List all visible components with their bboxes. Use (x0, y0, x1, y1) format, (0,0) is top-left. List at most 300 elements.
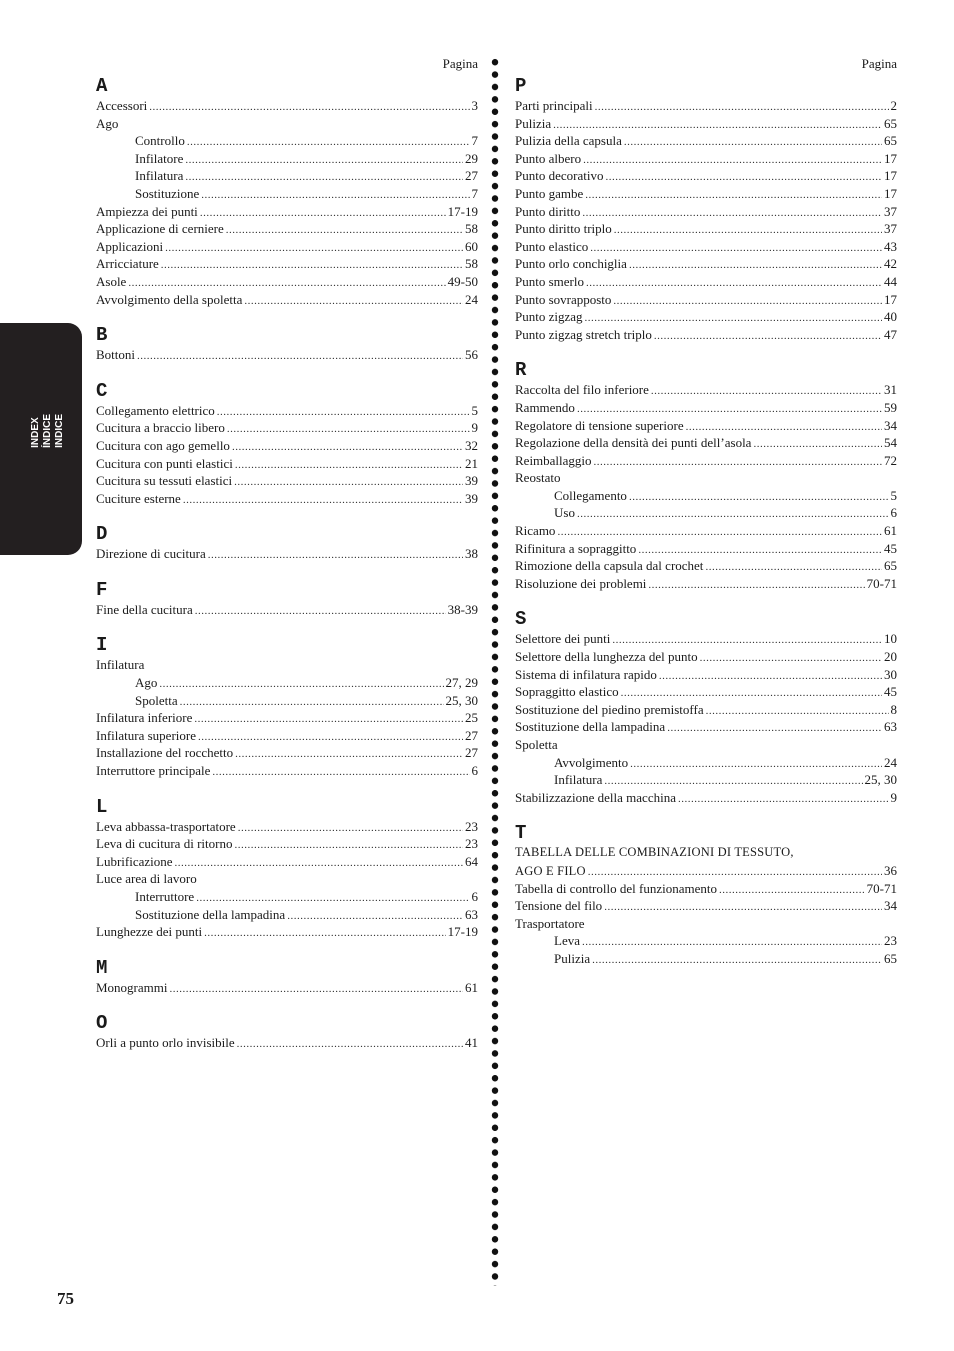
index-entry (96, 727, 478, 745)
entry-label: Cucitura su tessuti elastici (96, 473, 233, 489)
dotted-divider (491, 56, 499, 1286)
index-subentry (515, 754, 897, 772)
index-entry (515, 701, 897, 719)
index-entry (96, 979, 478, 997)
entry-label: Spoletta (515, 737, 558, 752)
side-tab-label-indice-es: ÍNDICE (42, 414, 53, 448)
index-entry (96, 115, 478, 133)
entry-page: 65 (884, 133, 897, 149)
entry-label: Infilatura inferiore (96, 710, 193, 726)
index-section-d (96, 523, 478, 563)
entry-label: Punto albero (515, 150, 582, 166)
index-entry (515, 167, 897, 185)
index-entry (96, 472, 478, 490)
entry-label: Luce area di lavoro (96, 871, 197, 887)
index-entry (96, 455, 478, 473)
entry-page: 39 (465, 490, 478, 506)
pagina-header-left: Pagina (442, 56, 478, 71)
entry-page: 45 (884, 540, 897, 556)
entry-page: 25, 30 (864, 772, 897, 788)
entry-label: Rimozione della capsula dal crochet (515, 558, 704, 574)
index-section-o (96, 1012, 478, 1052)
entry-page: 27 (465, 745, 478, 761)
index-subentry (515, 771, 897, 789)
index-entry (96, 97, 478, 115)
pagina-header-right: Pagina (861, 56, 897, 71)
index-subentry (96, 150, 478, 168)
entry-label: Regolatore di tensione superiore (515, 417, 684, 433)
section-letter: A (96, 75, 108, 97)
index-entry (515, 220, 897, 238)
left-sections (96, 75, 478, 1052)
dot-leader (185, 152, 463, 170)
index-entry (96, 273, 478, 291)
index-entry (96, 419, 478, 437)
entry-label: Sostituzione (135, 185, 200, 201)
entry-page: 70-71 (866, 575, 897, 591)
dot-leader (244, 293, 463, 311)
entry-page: 10 (884, 631, 897, 647)
index-entry (515, 417, 897, 435)
dot-leader (629, 489, 889, 507)
entry-page: 38-39 (447, 601, 478, 617)
index-entry (96, 346, 478, 364)
index-subentry (96, 906, 478, 924)
index-entry (515, 630, 897, 648)
index-entry (96, 255, 478, 273)
dot-leader (705, 559, 882, 577)
entry-label: Infilatura superiore (96, 727, 196, 743)
entry-page: 2 (890, 98, 897, 113)
dot-leader (654, 328, 882, 346)
entry-page: 9 (471, 420, 478, 436)
index-subentry (96, 888, 478, 906)
section-letter: P (515, 75, 527, 97)
index-entry (515, 880, 897, 898)
index-entry (515, 291, 897, 309)
index-entry (515, 115, 897, 133)
index-entry (515, 255, 897, 273)
dot-leader (586, 275, 882, 293)
entry-label: Punto sovrapposto (515, 291, 612, 307)
dot-leader (217, 404, 470, 422)
entry-label: Punto smerlo (515, 273, 584, 289)
index-subentry (515, 504, 897, 522)
entry-label: Selettore dei punti (515, 631, 611, 647)
index-entry (515, 273, 897, 291)
entry-label: Selettore della lunghezza del punto (515, 649, 698, 665)
index-subentry (96, 185, 478, 203)
entry-label: Applicazione di cerniere (96, 221, 224, 237)
index-column-right (515, 55, 897, 984)
index-section-r (515, 359, 897, 592)
index-section-a (96, 75, 478, 308)
entry-label: Lubrificazione (96, 853, 173, 869)
section-letter: R (515, 359, 527, 382)
dot-leader (149, 99, 469, 117)
page-number: 75 (57, 1289, 74, 1308)
entry-page: 41 (465, 1035, 478, 1051)
index-section-s (515, 608, 897, 806)
entry-label: Lunghezze dei punti (96, 924, 203, 940)
entry-page: 34 (884, 417, 897, 433)
entry-page: 27 (465, 168, 478, 184)
entry-label: Interruttore (135, 889, 195, 904)
dot-leader (201, 187, 469, 205)
entry-label: Ago (96, 115, 119, 131)
entry-page: 56 (465, 347, 478, 363)
dot-leader (235, 457, 463, 475)
entry-label: Leva (554, 933, 580, 949)
entry-page: 42 (884, 256, 897, 272)
entry-label: Parti principali (515, 98, 593, 113)
dot-leader (700, 650, 882, 668)
dot-leader (195, 603, 446, 621)
section-letter: S (515, 608, 527, 631)
section-letter: O (96, 1012, 108, 1035)
entry-label: Leva abbassa-trasportatore (96, 818, 236, 834)
index-entry (515, 185, 897, 203)
dot-leader (200, 205, 446, 223)
index-entry (515, 434, 897, 452)
dot-leader (159, 676, 443, 694)
dot-leader (605, 169, 882, 187)
section-letter: D (96, 523, 108, 546)
dot-leader (659, 668, 882, 686)
entry-label: Cucitura con punti elastici (96, 455, 233, 471)
entry-label: Direzione di cucitura (96, 546, 206, 562)
entry-page: 61 (465, 979, 478, 995)
index-section-c (96, 380, 478, 508)
entry-page: 27 (465, 727, 478, 743)
dot-leader (187, 134, 470, 152)
index-entry (515, 150, 897, 168)
index-entry (96, 203, 478, 221)
entry-label: Interruttore principale (96, 763, 211, 779)
entry-label: Punto zigzag (515, 309, 583, 325)
dot-leader (585, 187, 882, 205)
entry-label: Punto elastico (515, 238, 589, 254)
dot-leader (198, 729, 463, 747)
entry-label: Sostituzione della lampadina (135, 906, 286, 922)
entry-page: 20 (884, 649, 897, 665)
index-entry (515, 897, 897, 915)
entry-page: 47 (884, 326, 897, 342)
entry-label: Pulizia della capsula (515, 133, 622, 149)
entry-label: Controllo (135, 133, 185, 149)
index-entry (96, 744, 478, 762)
entry-page: 27, 29 (445, 675, 478, 691)
entry-label: Raccolta del filo inferiore (515, 382, 649, 398)
entry-page: 23 (465, 836, 478, 852)
index-entry (515, 469, 897, 487)
entry-label: Punto gambe (515, 185, 584, 201)
entry-page: 9 (890, 789, 897, 805)
entry-label: Fine della cucitura (96, 601, 193, 617)
entry-label: Spoletta (135, 692, 178, 708)
entry-label: Infilatura (554, 772, 603, 788)
right-sections (515, 75, 897, 968)
index-entry (96, 220, 478, 238)
entry-label: Sostituzione del piedino premistoffa (515, 701, 704, 717)
index-entry (515, 862, 897, 880)
entry-page: 7 (471, 133, 478, 149)
entry-page: 34 (884, 898, 897, 914)
index-section-b (96, 324, 478, 364)
dot-leader (719, 882, 865, 900)
entry-label: Sopraggitto elastico (515, 684, 619, 700)
entry-label: Uso (554, 505, 575, 521)
section-letter: I (96, 634, 108, 657)
dot-leader (185, 169, 463, 187)
entry-label: Orli a punto orlo invisibile (96, 1035, 235, 1051)
entry-label: Tensione del filo (515, 898, 603, 914)
dot-leader (234, 837, 463, 855)
index-entry (96, 490, 478, 508)
index-section-t (515, 822, 897, 967)
entry-page: 25, 30 (445, 692, 478, 708)
index-entry (96, 853, 478, 871)
entry-label: Punto diritto (515, 203, 581, 219)
dot-leader (595, 99, 889, 117)
entry-page: 6 (471, 763, 478, 779)
index-entry (515, 683, 897, 701)
entry-label: Trasportatore (515, 915, 585, 931)
entry-label: Risoluzione dei problemi (515, 575, 647, 591)
entry-label: Monogrammi (96, 979, 168, 995)
dot-leader (235, 746, 463, 764)
index-subentry (515, 950, 897, 968)
dot-leader (651, 383, 882, 401)
section-letter: B (96, 324, 108, 347)
index-section-p (515, 75, 897, 343)
entry-page: 32 (465, 437, 478, 453)
index-entry (515, 736, 897, 754)
dot-leader (180, 694, 444, 712)
entry-label: Avvolgimento della spoletta (96, 291, 243, 307)
index-entry (515, 666, 897, 684)
entry-page: 25 (465, 710, 478, 726)
dot-leader (208, 547, 463, 565)
entry-label: Infilatura (96, 657, 145, 673)
entry-label: Punto orlo conchiglia (515, 256, 627, 272)
entry-page: 70-71 (866, 880, 897, 896)
entry-label: Ampiezza dei punti (96, 203, 198, 219)
entry-page: 17 (884, 291, 897, 307)
index-entry (515, 132, 897, 150)
dot-leader (577, 506, 889, 524)
index-entry (515, 540, 897, 558)
dot-leader (582, 934, 882, 952)
dot-leader (592, 952, 882, 970)
dot-leader (624, 134, 882, 152)
index-entry (515, 308, 897, 326)
entry-page: 63 (465, 906, 478, 922)
entry-label: Cucitura con ago gemello (96, 437, 230, 453)
section-letter: M (96, 956, 108, 979)
entry-label: Reostato (515, 470, 561, 486)
index-entry (515, 789, 897, 807)
dot-leader (137, 348, 463, 366)
index-entry (96, 709, 478, 727)
entry-page: 17 (884, 150, 897, 166)
index-entry (96, 656, 478, 674)
entry-label: Ago (135, 675, 158, 691)
index-entry (96, 818, 478, 836)
entry-page: 43 (884, 238, 897, 254)
index-entry (515, 97, 897, 115)
dot-leader (648, 577, 864, 595)
entry-label: Sistema di infilatura rapido (515, 666, 657, 682)
index-section-l (96, 796, 478, 941)
index-entry (96, 545, 478, 563)
entry-page: 65 (884, 115, 897, 131)
entry-page: 38 (465, 546, 478, 562)
entry-page: 17 (884, 168, 897, 184)
index-subentry (96, 692, 478, 710)
entry-page: 72 (884, 452, 897, 468)
index-subentry (515, 932, 897, 950)
index-entry (96, 437, 478, 455)
dot-leader (678, 791, 889, 809)
dot-leader (226, 222, 463, 240)
entry-label: Cuciture esterne (96, 490, 181, 506)
index-section-i (96, 634, 478, 779)
entry-label: Punto decorativo (515, 168, 604, 184)
entry-page: 37 (884, 203, 897, 219)
entry-page: 54 (884, 435, 897, 451)
entry-page: 59 (884, 399, 897, 415)
index-entry (515, 452, 897, 470)
entry-label: Applicazioni (96, 238, 164, 254)
entry-page: 17-19 (447, 924, 478, 940)
entry-page: 36 (884, 862, 897, 878)
entry-label: Rammendo (515, 399, 575, 415)
entry-page: 6 (890, 505, 897, 521)
side-tab-label-index: INDEX (30, 417, 41, 448)
entry-label: Rifinitura a sopraggitto (515, 540, 637, 556)
entry-page: 49-50 (447, 273, 478, 289)
entry-label: Regolazione della densità dei punti dell’asola (515, 435, 752, 451)
entry-page: 31 (884, 382, 897, 398)
dot-leader (212, 764, 469, 782)
index-entry (96, 923, 478, 941)
entry-page: 65 (884, 950, 897, 966)
entry-label: Cucitura a braccio libero (96, 420, 225, 436)
dot-leader (238, 820, 463, 838)
entry-page: 21 (465, 455, 478, 471)
index-entry (96, 291, 478, 309)
section-letter: F (96, 578, 108, 601)
entry-label: Infilatore (135, 150, 184, 166)
index-entry (96, 762, 478, 780)
entry-label: Pulizia (554, 950, 591, 966)
index-entry (515, 648, 897, 666)
index-entry (96, 601, 478, 619)
entry-label: TABELLA DELLE COMBINAZIONI DI TESSUTO, (515, 845, 794, 860)
entry-label: Punto zigzag stretch triplo (515, 326, 652, 342)
entry-label: Tabella di controllo del funzionamento (515, 880, 717, 896)
entry-label: Collegamento (554, 487, 627, 503)
entry-page: 7 (471, 185, 478, 201)
entry-page: 17 (884, 185, 897, 201)
entry-label: Arricciature (96, 256, 159, 272)
entry-page: 29 (465, 150, 478, 166)
dot-leader (204, 925, 446, 943)
dot-leader (614, 222, 882, 240)
index-entry (96, 402, 478, 420)
dot-leader (234, 474, 463, 492)
entry-page: 58 (465, 221, 478, 237)
index-column-left (96, 55, 478, 1068)
dot-leader (232, 439, 463, 457)
entry-page: 44 (884, 273, 897, 289)
entry-page: 3 (471, 98, 478, 113)
section-letter: L (96, 795, 108, 818)
dot-leader (582, 205, 882, 223)
entry-page: 37 (884, 221, 897, 237)
index-entry (96, 835, 478, 853)
entry-label: Accessori (96, 98, 148, 113)
dot-leader (594, 454, 882, 472)
index-entry (515, 575, 897, 593)
dot-leader (629, 257, 882, 275)
index-subentry (96, 167, 478, 185)
entry-label: Asole (96, 273, 127, 289)
index-entry (515, 522, 897, 540)
dot-leader (175, 855, 463, 873)
entry-label: Infilatura (135, 168, 184, 184)
entry-label: Sostituzione della lampadina (515, 719, 666, 735)
index-entry (515, 238, 897, 256)
entry-page: 65 (884, 558, 897, 574)
section-letter: C (96, 379, 108, 402)
dot-leader (583, 152, 882, 170)
index-subentry (515, 487, 897, 505)
entry-page: 61 (884, 523, 897, 539)
dot-leader (183, 492, 463, 510)
entry-page: 63 (884, 719, 897, 735)
entry-page: 5 (471, 402, 478, 418)
dot-leader (287, 908, 463, 926)
index-section-m (96, 957, 478, 997)
entry-page: 40 (884, 309, 897, 325)
index-entry (96, 870, 478, 888)
entry-page: 58 (465, 256, 478, 272)
entry-page: 6 (471, 889, 478, 904)
entry-page: 8 (890, 701, 897, 717)
entry-page: 24 (884, 754, 897, 770)
index-entry (96, 1034, 478, 1052)
index-subentry (96, 132, 478, 150)
dot-leader (667, 720, 882, 738)
dot-leader (161, 257, 463, 275)
index-entry (96, 238, 478, 256)
entry-page: 30 (884, 666, 897, 682)
entry-label: Ricamo (515, 523, 556, 539)
index-entry (515, 557, 897, 575)
entry-page: 39 (465, 473, 478, 489)
dot-leader (590, 240, 882, 258)
dot-leader (227, 421, 470, 439)
entry-page: 60 (465, 238, 478, 254)
entry-label: Pulizia (515, 115, 552, 131)
entry-page: 64 (465, 853, 478, 869)
entry-page: 17-19 (447, 203, 478, 219)
index-section-f (96, 579, 478, 619)
index-entry (515, 915, 897, 933)
dot-leader (630, 756, 882, 774)
